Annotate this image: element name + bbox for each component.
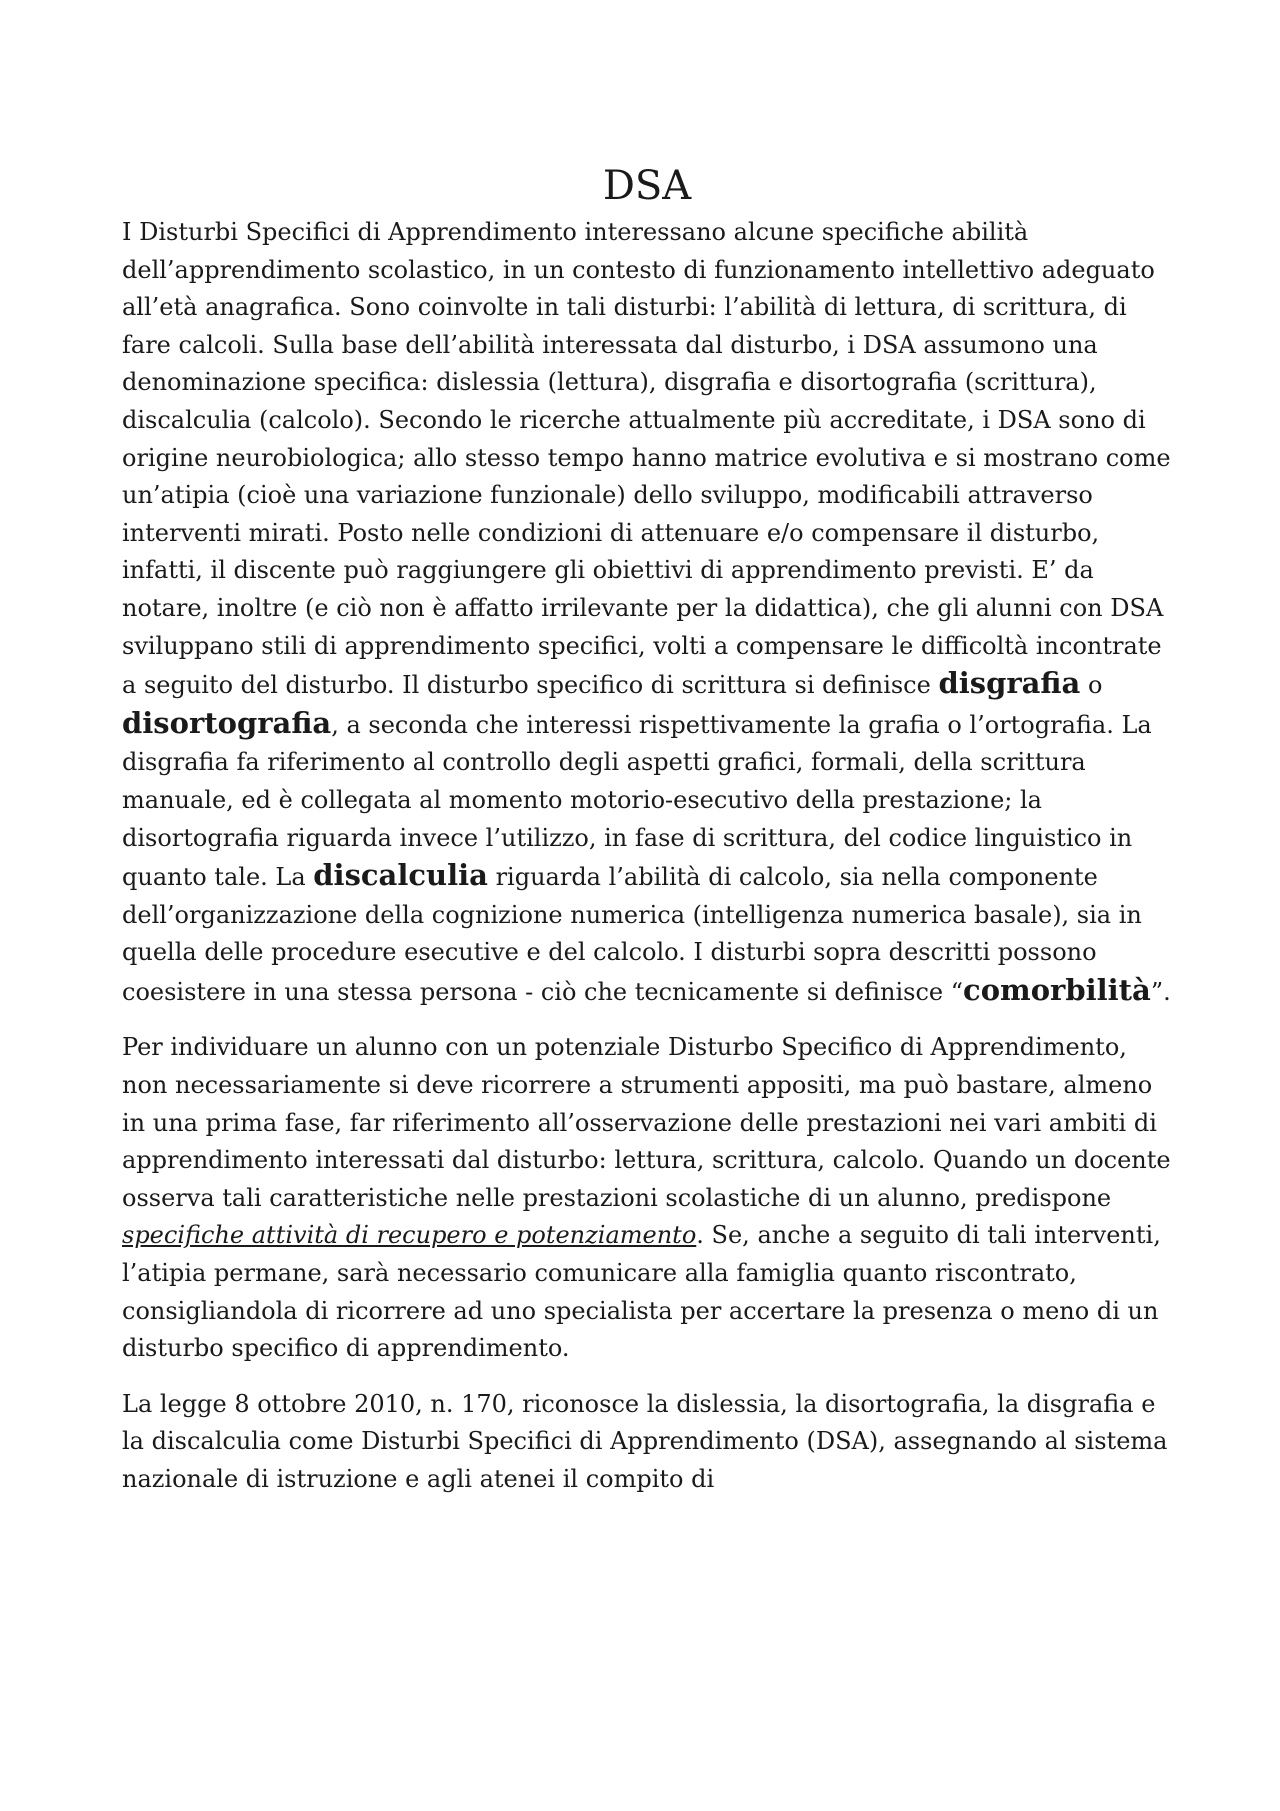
document-title: DSA [602,163,692,209]
text-segment: riguarda l’abilità di calcolo, sia nella componente dell’organizzazione della cognizione numerica (intelligenza numerica basale), sia in quella delle procedure esecutive e del calcolo. I disturbi sopra descritti possono coesistere in una stessa persona - ciò che tecnicamente si definisce “ [122,863,1142,1006]
term-comorbilita: comorbilità [963,972,1151,1007]
recupero-potenziamento-link[interactable]: specifiche attività di recupero e potenziamento [122,1221,697,1250]
text-segment: , a seconda che interessi rispettivamente la grafia o l’ortografia. La disgrafia fa riferimento al controllo degli aspetti grafici, formali, della scrittura manuale, ed è collegata al momento motorio-esecutivo della prestazione; la disortografia riguarda invece l’utilizzo, in fase di scrittura, del codice linguistico in quanto tale. La [122,710,1152,892]
text-segment: ”. [1150,977,1171,1006]
document-page [122,162,1172,1517]
term-discalculia: discalculia [313,858,488,893]
term-disgrafia: disgrafia [938,666,1081,701]
text-segment: o [1080,671,1103,700]
term-disortografia: disortografia [122,705,332,740]
text-segment: . Se, anche a seguito di tali interventi, l’atipia permane, sarà necessario comunicare alla famiglia quanto riscontrato, consigliandola di ricorrere ad uno specialista per accertare la presenza o meno di un disturbo specifico di apprendimento. [122,1221,1161,1363]
paragraph-identification [122,1029,1172,1367]
text-segment: I Disturbi Specifici di Apprendimento interessano alcune specifiche abilità dell’apprendimento scolastico, in un contesto di funzionamento intellettivo adeguato all’età anagrafica. Sono coinvolte in tali disturbi: l’abilità di lettura, di scrittura, di fare calcoli. Sulla base dell’abilità interessata dal disturbo, i DSA assumono una denominazione specifica: dislessia (lettura), disgrafia e disortografia (scrittura), discalculia (calcolo). Secondo le ricerche attualmente più accreditate, i DSA sono di origine neurobiologica; allo stesso tempo hanno matrice evolutiva e si mostrano come un’atipia (cioè una variazione funzionale) dello sviluppo, modificabili attraverso interventi mirati. Posto nelle condizioni di attenuare e/o compensare il disturbo, infatti, il discente può raggiungere gli obiettivi di apprendimento previsti. E’ da notare, inoltre (e ciò non è affatto irrilevante per la didattica), che gli alunni con DSA sviluppano stili di apprendimento specifici, volti a compensare le difficoltà incontrate a seguito del disturbo. Il disturbo specifico di scrittura si definisce [122,218,1171,700]
paragraph-definition [122,214,1172,1011]
text-segment: Per individuare un alunno con un potenziale Disturbo Specifico di Apprendimento, non necessariamente si deve ricorrere a strumenti appositi, ma può bastare, almeno in una prima fase, far riferimento all’osservazione delle prestazioni nei vari ambiti di apprendimento interessati dal disturbo: lettura, scrittura, calcolo. Quando un docente osserva tali caratteristiche nelle prestazioni scolastiche di un alunno, predispone [122,1033,1171,1212]
paragraph-law: La legge 8 ottobre 2010, n. 170, riconosce la dislessia, la disortografia, la disgrafia e la discalculia come Disturbi Specifici di Apprendimento (DSA), assegnando al sistema nazionale di istruzione e agli atenei il compito di [122,1389,1168,1493]
